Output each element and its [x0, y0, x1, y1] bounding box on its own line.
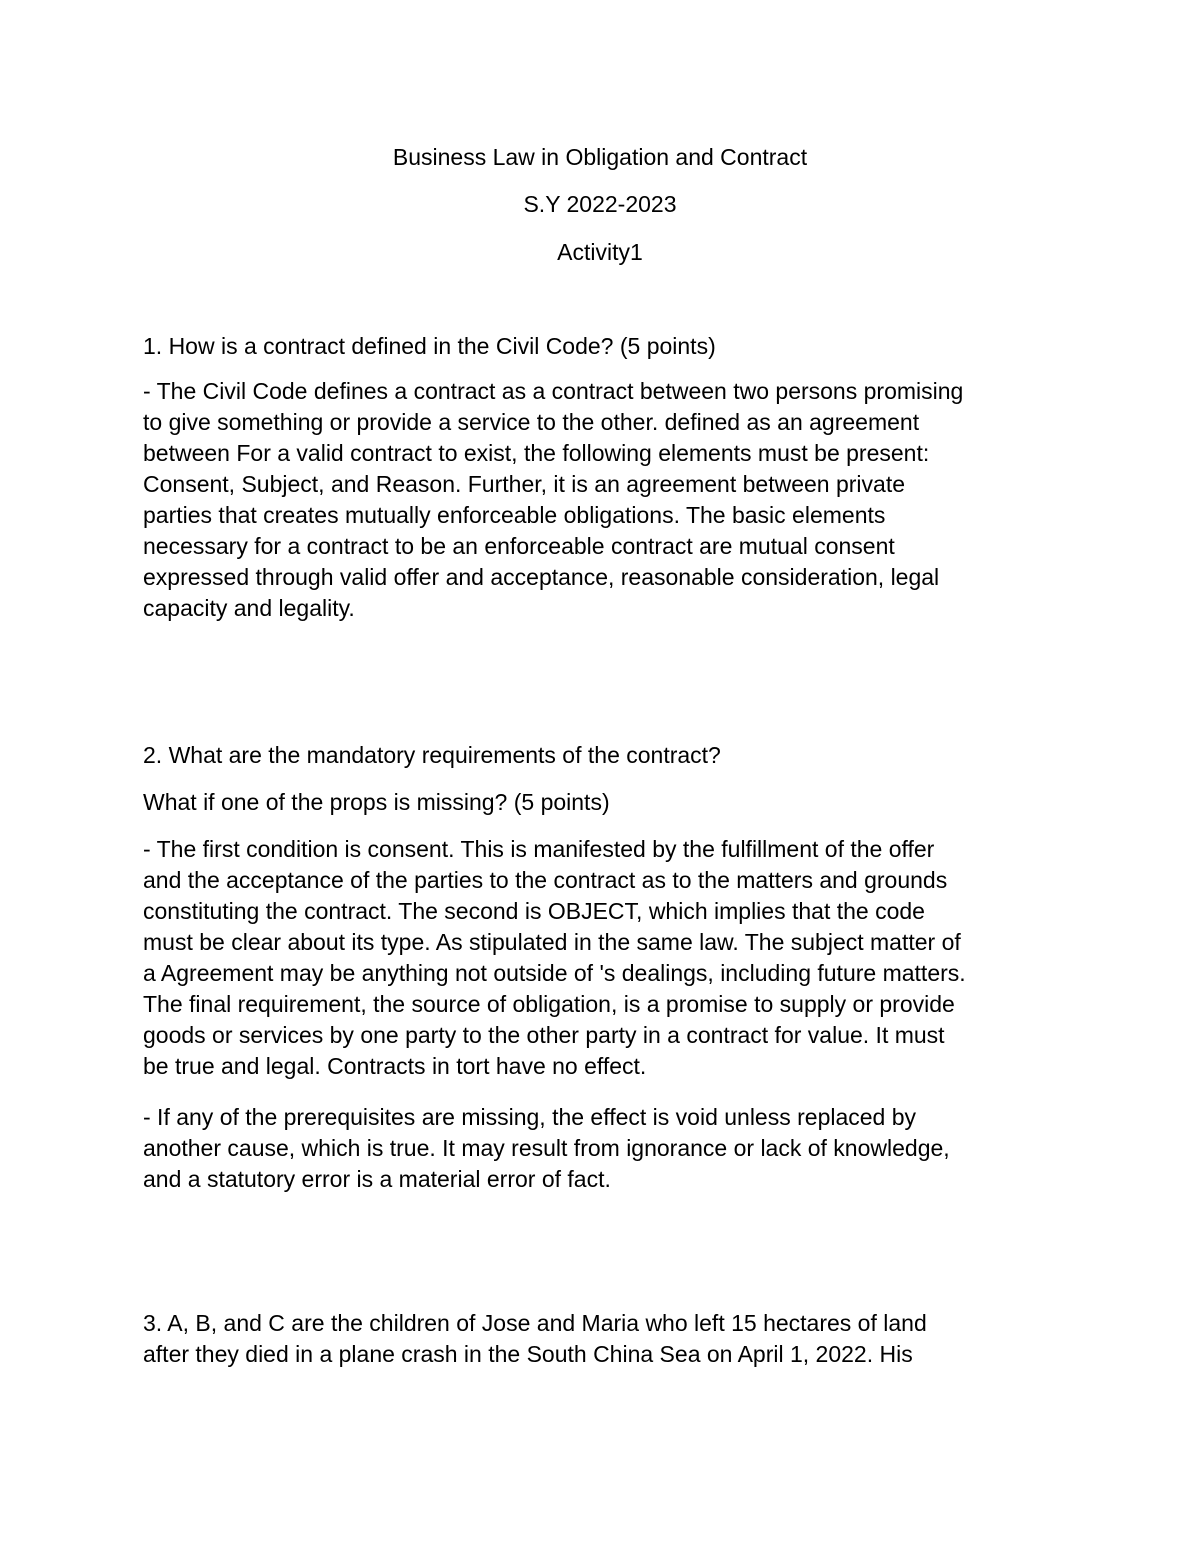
- answer-2b: [143, 1102, 1073, 1195]
- question-3-line: 3. A, B, and C are the children of Jose and Maria who left 15 hectares of land: [143, 1310, 927, 1336]
- question-3-line: after they died in a plane crash in the South China Sea on April 1, 2022. His: [143, 1341, 913, 1367]
- school-year: S.Y 2022-2023: [523, 191, 677, 217]
- answer-2a-line: goods or services by one party to the other party in a contract for value. It must: [143, 1022, 945, 1048]
- answer-1-line: parties that creates mutually enforceable obligations. The basic elements: [143, 502, 886, 528]
- answer-2a-line: and the acceptance of the parties to the contract as to the matters and grounds: [143, 867, 948, 893]
- answer-1-line: - The Civil Code defines a contract as a contract between two persons promising: [143, 378, 964, 404]
- answer-2a-line: be true and legal. Contracts in tort have no effect.: [143, 1053, 647, 1079]
- question-2-followup: [143, 787, 1073, 818]
- answer-1-line: between For a valid contract to exist, the following elements must be present:: [143, 440, 930, 466]
- question-3: [143, 1308, 1073, 1370]
- answer-2a-line: constituting the contract. The second is OBJECT, which implies that the code: [143, 898, 925, 924]
- question-1-text: 1. How is a contract defined in the Civil Code? (5 points): [143, 333, 716, 359]
- answer-2b-line: and a statutory error is a material error of fact.: [143, 1166, 611, 1192]
- answer-1-line: to give something or provide a service to the other. defined as an agreement: [143, 409, 920, 435]
- answer-1: [143, 376, 1073, 624]
- answer-1-line: necessary for a contract to be an enforceable contract are mutual consent: [143, 533, 895, 559]
- answer-1-line: expressed through valid offer and acceptance, reasonable consideration, legal: [143, 564, 940, 590]
- question-1: [143, 331, 1073, 362]
- answer-2b-line: - If any of the prerequisites are missing, the effect is void unless replaced by: [143, 1104, 917, 1130]
- answer-2a-line: The final requirement, the source of obligation, is a promise to supply or provide: [143, 991, 955, 1017]
- answer-2a-line: a Agreement may be anything not outside of 's dealings, including future matters.: [143, 960, 966, 986]
- answer-2a: [143, 834, 1073, 1082]
- activity-label: Activity1: [557, 239, 643, 265]
- answer-2a-line: - The first condition is consent. This is manifested by the fulfillment of the offer: [143, 836, 935, 862]
- question-2: [143, 740, 1073, 771]
- document-title: Business Law in Obligation and Contract: [392, 144, 808, 170]
- answer-2a-line: must be clear about its type. As stipulated in the same law. The subject matter of: [143, 929, 961, 955]
- answer-2b-line: another cause, which is true. It may result from ignorance or lack of knowledge,: [143, 1135, 950, 1161]
- answer-1-line: capacity and legality.: [143, 595, 355, 621]
- answer-1-line: Consent, Subject, and Reason. Further, it is an agreement between private: [143, 471, 905, 497]
- question-2-text: 2. What are the mandatory requirements of the contract?: [143, 742, 721, 768]
- question-2-followup-text: What if one of the props is missing? (5 points): [143, 789, 610, 815]
